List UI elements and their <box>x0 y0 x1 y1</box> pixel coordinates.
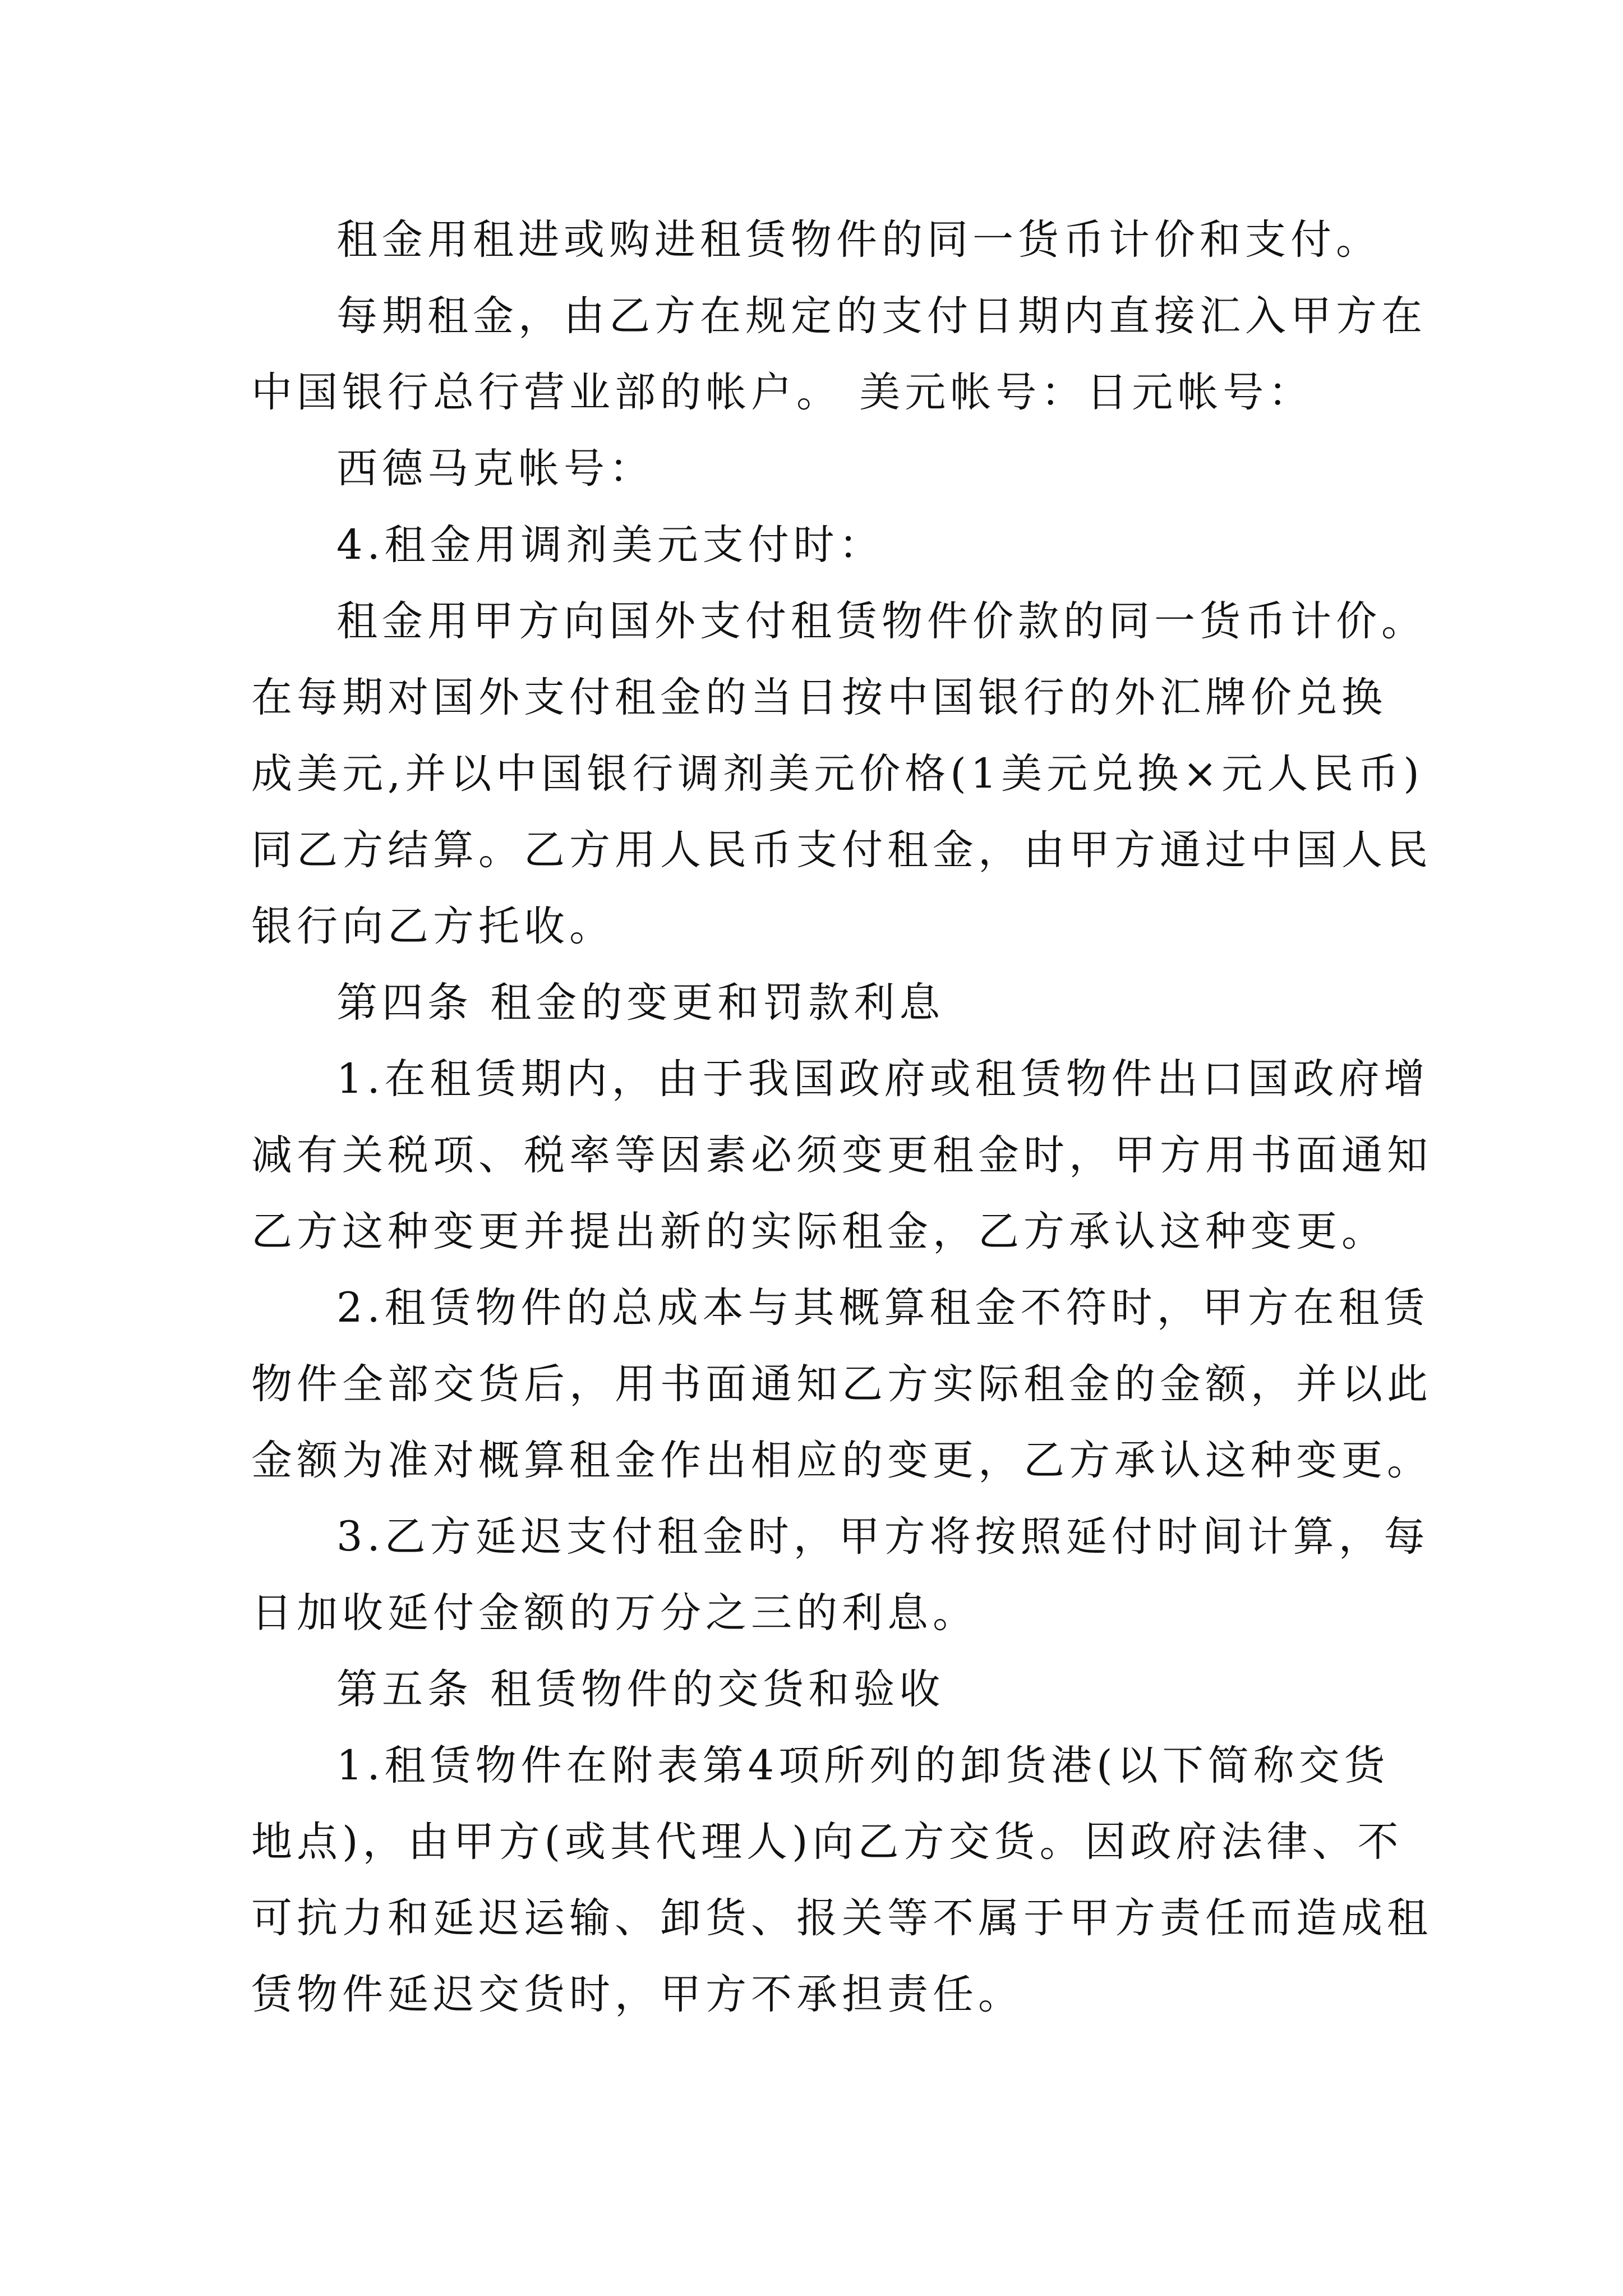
text-line: 金额为准对概算租金作出相应的变更，乙方承认这种变更。 <box>251 1437 1432 1484</box>
section-heading: 第五条 租赁物件的交货和验收 <box>336 1665 945 1713</box>
section-heading: 第四条 租金的变更和罚款利息 <box>336 979 945 1027</box>
text-line: 1.在租赁期内，由于我国政府或租赁物件出口国政府增 <box>336 1055 1430 1103</box>
document-page <box>251 202 1432 2033</box>
text-line: 在每期对国外支付租金的当日按中国银行的外汇牌价兑换 <box>251 674 1387 721</box>
text-line: 地点)，由甲方(或其代理人)向乙方交货。因政府法律、不 <box>251 1818 1403 1866</box>
text-line: 租金用租进或购进租赁物件的同一货币计价和支付。 <box>336 216 1381 264</box>
text-line: 同乙方结算。乙方用人民币支付租金，由甲方通过中国人民 <box>251 826 1432 874</box>
text-line: 2.租赁物件的总成本与其概算租金不符时，甲方在租赁 <box>336 1284 1430 1332</box>
text-line: 物件全部交货后，用书面通知乙方实际租金的金额，并以此 <box>251 1360 1432 1408</box>
text-line: 日加收延付金额的万分之三的利息。 <box>251 1589 978 1637</box>
text-line: 乙方这种变更并提出新的实际租金，乙方承认这种变更。 <box>251 1208 1387 1255</box>
text-line: 中国银行总行营业部的帐户。 美元帐号：日元帐号： <box>251 369 1314 416</box>
text-line: 1.租赁物件在附表第4项所列的卸货港(以下简称交货 <box>336 1742 1390 1789</box>
text-line: 4.租金用调剂美元支付时： <box>336 521 884 569</box>
text-line: 3.乙方延迟支付租金时，甲方将按照延付时间计算，每 <box>336 1513 1430 1561</box>
text-line: 银行向乙方托收。 <box>251 903 615 950</box>
text-line: 可抗力和延迟运输、卸货、报关等不属于甲方责任而造成租 <box>251 1894 1432 1942</box>
text-line: 减有关税项、税率等因素必须变更租金时，甲方用书面通知 <box>251 1131 1432 1179</box>
text-line: 西德马克帐号： <box>336 445 654 493</box>
text-line: 成美元,并以中国银行调剂美元价格(1美元兑换×元人民币) <box>251 750 1424 798</box>
text-line: 每期租金，由乙方在规定的支付日期内直接汇入甲方在 <box>336 292 1427 340</box>
text-line: 赁物件延迟交货时，甲方不承担责任。 <box>251 1971 1023 2018</box>
text-line: 租金用甲方向国外支付租赁物件价款的同一货币计价。 <box>336 597 1427 645</box>
